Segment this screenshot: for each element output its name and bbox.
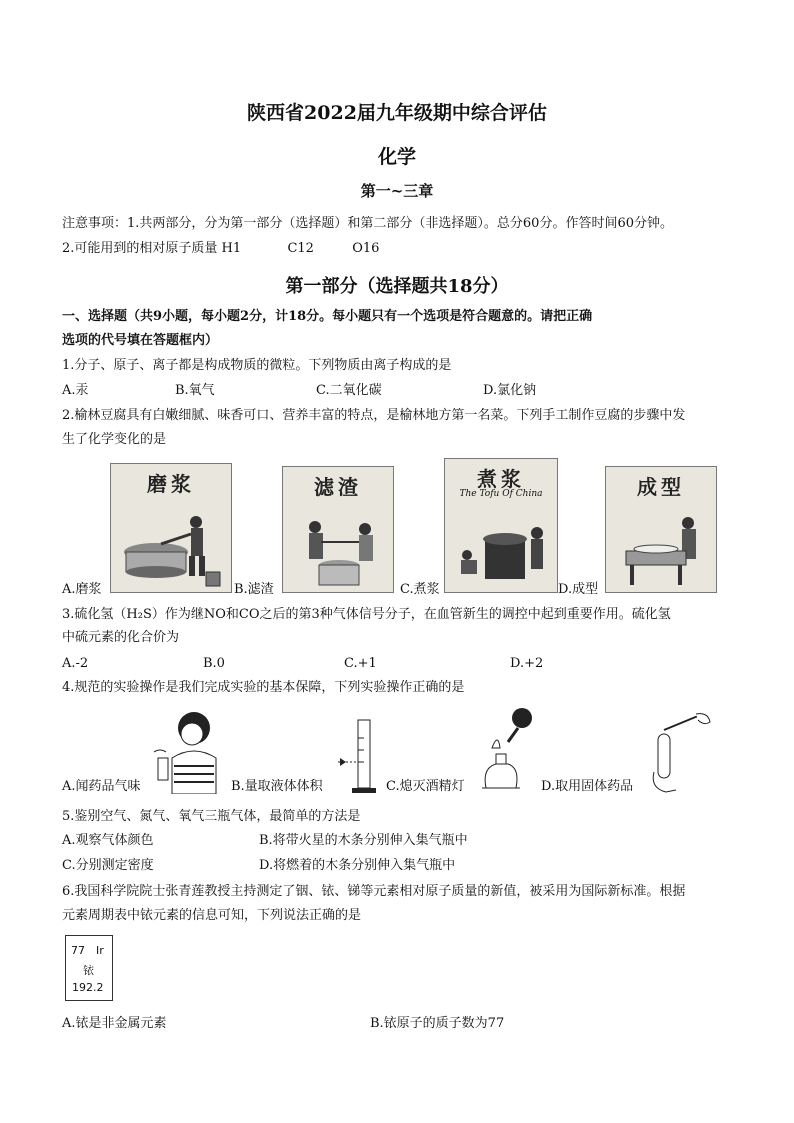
element-atomic-mass: 192.2 bbox=[72, 981, 104, 994]
smelling-chemical-illustration bbox=[150, 708, 226, 794]
q2-option-c: C.煮浆 bbox=[400, 582, 440, 597]
q5-option-d: D.将燃着的木条分别伸入集气瓶中 bbox=[259, 858, 456, 873]
q4-option-c: C.熄灭酒精灯 bbox=[386, 779, 465, 794]
element-name: 铱 bbox=[83, 964, 94, 977]
tofu-boiling-title: 煮浆 bbox=[477, 467, 525, 491]
tofu-shaping-title: 成型 bbox=[637, 475, 685, 499]
solid-reagent-illustration bbox=[648, 712, 716, 794]
tofu-shaping-image bbox=[605, 466, 717, 593]
atomic-mass-h: 2.可能用到的相对原子质量 H1 bbox=[62, 241, 242, 256]
exam-title: 陕西省2022届九年级期中综合评估 bbox=[247, 102, 547, 124]
q1-option-b: B.氧气 bbox=[175, 383, 215, 398]
q2-stem-line-2: 生了化学变化的是 bbox=[62, 432, 167, 447]
q6-option-a: A.铱是非金属元素 bbox=[62, 1016, 167, 1031]
tofu-grinding-title: 磨浆 bbox=[147, 472, 195, 496]
q4-stem: 4.规范的实验操作是我们完成实验的基本保障，下列实验操作正确的是 bbox=[62, 680, 465, 695]
q4-option-a: A.闻药品气味 bbox=[62, 779, 141, 794]
tofu-boiling-image bbox=[444, 458, 558, 593]
subject-title: 化学 bbox=[377, 146, 416, 168]
q3-option-a: A.-2 bbox=[62, 656, 89, 671]
tofu-filtering-image bbox=[282, 466, 394, 593]
element-symbol: Ir bbox=[96, 944, 104, 957]
graduated-cylinder-illustration bbox=[336, 718, 380, 796]
q5-stem: 5.鉴别空气、氮气、氧气三瓶气体，最简单的方法是 bbox=[62, 809, 361, 824]
notes-line-2 bbox=[62, 241, 379, 257]
q1-option-a: A.汞 bbox=[62, 383, 89, 398]
notes-line-1: 注意事项：1.共两部分，分为第一部分（选择题）和第二部分（非选择题）。总分60分。作答时间60分钟。 bbox=[62, 216, 673, 231]
q1-option-c: C.二氧化碳 bbox=[316, 383, 382, 398]
q6-stem-line-2: 元素周期表中铱元素的信息可知，下列说法正确的是 bbox=[62, 908, 362, 923]
q3-option-c: C.+1 bbox=[344, 656, 377, 671]
chapter-range: 第一~三章 bbox=[360, 182, 434, 200]
tofu-filtering-title: 滤渣 bbox=[314, 475, 362, 499]
q3-option-d: D.+2 bbox=[510, 656, 544, 671]
part1-instruction-line-1: 一、选择题（共9小题，每小题2分，计18分。每小题只有一个选项是符合题意的。请把正确 bbox=[62, 309, 593, 324]
q4-option-b: B.量取液体体积 bbox=[231, 779, 323, 794]
periodic-element-cell bbox=[65, 935, 113, 1001]
q5-option-b: B.将带火星的木条分别伸入集气瓶中 bbox=[259, 833, 468, 848]
part1-instruction-line-2: 选项的代号填在答题框内） bbox=[62, 333, 219, 348]
alcohol-lamp-illustration bbox=[478, 702, 538, 794]
q2-option-b: B.滤渣 bbox=[234, 582, 274, 597]
q2-stem-line-1: 2.榆林豆腐具有白嫩细腻、味香可口、营养丰富的特点，是榆林地方第一名菜。下列手工制作豆腐的步骤中发 bbox=[62, 408, 686, 423]
q2-option-d: D.成型 bbox=[558, 582, 599, 597]
q3-stem-line-1: 3.硫化氢（H₂S）作为继NO和CO之后的第3种气体信号分子，在血管新生的调控中起到重要作用。硫化氢 bbox=[62, 607, 671, 622]
part1-heading: 第一部分（选择题共18分） bbox=[285, 276, 509, 297]
q3-stem-line-2: 中硫元素的化合价为 bbox=[62, 630, 180, 645]
atomic-mass-o: O16 bbox=[352, 241, 380, 256]
q6-option-b: B.铱原子的质子数为77 bbox=[370, 1016, 505, 1031]
atomic-mass-c: C12 bbox=[287, 241, 314, 256]
q1-stem: 1.分子、原子、离子都是构成物质的微粒。下列物质由离子构成的是 bbox=[62, 358, 452, 373]
q5-option-c: C.分别测定密度 bbox=[62, 858, 154, 873]
element-atomic-number: 77 bbox=[71, 944, 85, 957]
q4-option-d: D.取用固体药品 bbox=[541, 779, 634, 794]
q6-stem-line-1: 6.我国科学院院士张青莲教授主持测定了铟、铱、锑等元素相对原子质量的新值，被采用为国际新标准。根据 bbox=[62, 884, 686, 899]
q5-option-a: A.观察气体颜色 bbox=[62, 833, 154, 848]
q3-option-b: B.0 bbox=[203, 656, 225, 671]
tofu-boiling-caption: The Tofu Of China bbox=[459, 489, 543, 499]
tofu-grinding-image bbox=[110, 463, 232, 593]
q2-option-a: A.磨浆 bbox=[62, 582, 102, 597]
q1-option-d: D.氯化钠 bbox=[483, 383, 537, 398]
